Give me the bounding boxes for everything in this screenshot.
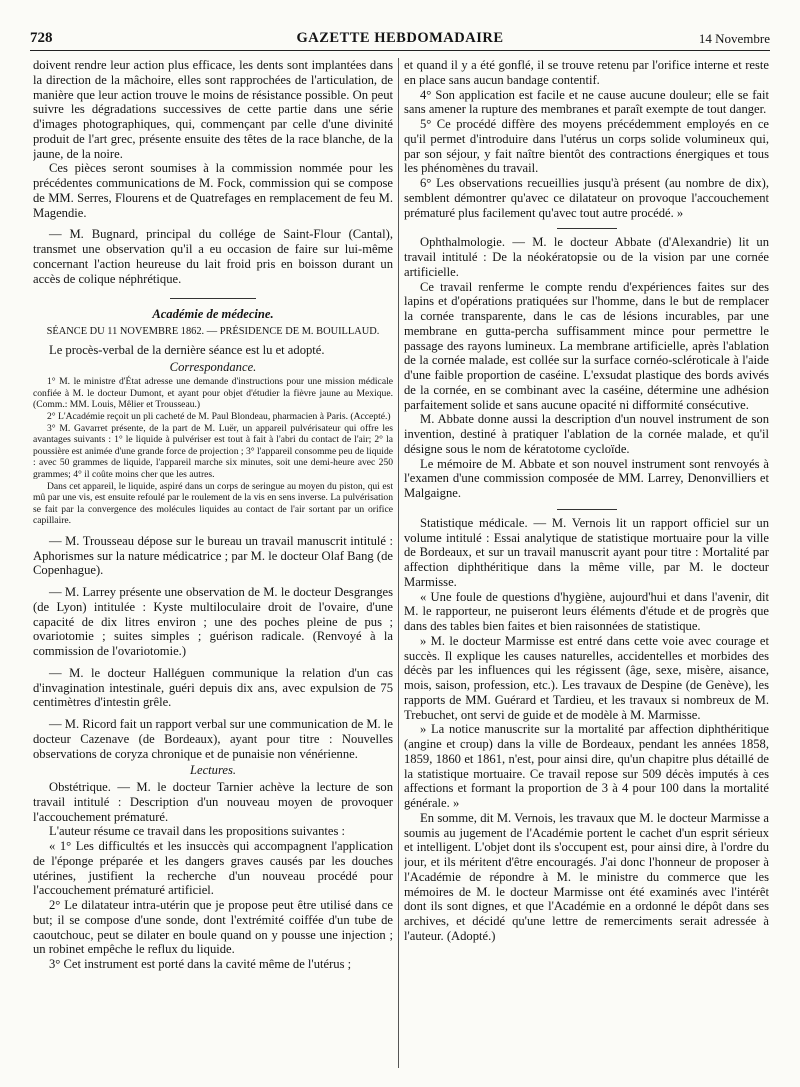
paragraph: — M. Bugnard, principal du collége de Saint-Flour (Cantal), transmet une observation qu'il a eu occasion de faire sur lui-même concernant l'action heureuse du lait froid pris en boisson durant un accès de colique néphrétique. [33, 227, 393, 286]
page-number: 728 [30, 30, 53, 46]
paragraph: 3° Cet instrument est porté dans la cavité même de l'utérus ; [49, 957, 352, 972]
subsection-title: Correspondance. [169, 359, 257, 374]
paragraph: L'auteur résume ce travail dans les propositions suivantes : [49, 824, 346, 839]
paragraph: et quand il y a été gonflé, il se trouve retenu par l'orifice interne et reste en place sans aucun bandage contentif. [404, 58, 769, 87]
paragraph: Le procès-verbal de la dernière séance est lu et adopté. [49, 342, 325, 357]
paragraph: Ce travail renferme le compte rendu d'expériences faites sur des lapins et d'opérations pratiquées sur l'homme, dans le but de remplacer la cornée transparente, dans le cas de lésions incurables, par une membrane en gutta-percha suffisamment mince pour permettre le passage des rayons lumineux. La membrane artificielle, après l'ablation de la cornée malade, est collée sur la surface cornéo-scléroticale à l'aide d'une faible proportion de caséine. L'exsudat plastique des bords avivés de la cornée, en se combinant avec la caséine, détermine une adhésion parfaitement solide et sans aucune opacité ni difformité consécutive. [404, 279, 769, 412]
paragraph: 4° Son application est facile et ne cause aucune douleur; elle se fait sans amener la rupture des membranes et paraît exempte de tout danger. [404, 87, 769, 117]
section-separator [170, 298, 256, 299]
session-line: SÉANCE DU 11 NOVEMBRE 1862. — PRÉSIDENCE DE M. BOUILLAUD. [46, 326, 380, 337]
paragraph: Ces pièces seront soumises à la commission nommée pour les précédentes communications de M. Fock, commission qui se compose de MM. Serres, Flourens et de Quatrefages en remplacement de feu M. Magendie. [33, 161, 393, 220]
left-column [33, 58, 393, 1073]
column-divider [398, 58, 399, 1068]
paragraph: — M. Trousseau dépose sur le bureau un travail manuscrit intitulé : Aphorismes sur la nature médicatrice ; par M. le docteur Olaf Bang (de Copenhague). [33, 533, 393, 578]
section-title: Académie de médecine. [152, 307, 274, 322]
paragraph: Le mémoire de M. Abbate et son nouvel instrument sont renvoyés à l'examen d'une commission composée de MM. Larrey, Denonvilliers et Malgaigne. [404, 456, 769, 500]
paragraph: — M. Larrey présente une observation de M. le docteur Desgranges (de Lyon) intitulée : Kyste multiloculaire droit de l'ovaire, d'une capacité de dix litres environ ; une des poches pleine de pus ; ovariotomie ; suites simples ; guérison radicale. (Renvoyé à la commission de l'ovariotomie.) [33, 585, 393, 659]
paragraph: doivent rendre leur action plus efficace, les dents sont implantées dans la direction de la mâchoire, elles sont rapprochées de l'articulation, de manière que leur action trouve le moins de résistance possible. On peut suivre les dégradations successives de cette partie dans une série d'images photographiques, qui, commençant par celle d'une divinité produit de l'art grec, présente ensuite des têtes de la race blanche, de la jaune, de la noire. [33, 58, 393, 161]
section-separator [557, 228, 617, 229]
paragraph: « 1° Les difficultés et les insuccès qui accompagnent l'application de l'éponge préparée et les dangers graves causés par les douches utérines, justifient la recherche d'un nouveau procédé pour l'accouchement prématuré artificiel. [33, 839, 393, 898]
right-column [404, 58, 769, 1073]
correspondence-item: 3° M. Gavarret présente, de la part de M. Luër, un appareil pulvérisateur qui offre les avantages suivants : 1° le liquide à pulvériser est tout à fait à l'abri du contact de l'air; 2° la poussière est animée d'une grande force de projection ; 3° l'appareil consomme peu de liquide : avec 50 grammes de liquide, l'appareil marche six minutes, soit une demi-heure avec 250 grammes; 4° il coûte moins cher que les autres. [33, 422, 393, 480]
paragraph: — M. Ricord fait un rapport verbal sur une communication de M. le docteur Cazenave (de Bordeaux), ayant pour titre : Nouvelles observations de coryza chronique et de punaisie non vénérienne. [33, 717, 393, 761]
journal-title: GAZETTE HEBDOMADAIRE [296, 30, 504, 46]
paragraph: En somme, dit M. Vernois, les travaux que M. le docteur Marmisse a soumis au jugement de l'Académie portent le cachet d'un esprit sérieux et intelligent. L'objet dont ils s'occupent est, pour ainsi dire, à l'ordre du jour, et ils méritent d'être encouragés. J'ai donc l'honneur de proposer à l'Académie de répondre à M. le ministre du commerce que les mémoires de M. le docteur Marmisse ont été examinés avec l'intérêt dont ils sont dignes, et que l'Académie en a ordonné le dépôt dans ses archives, et décidé qu'une lettre de remerciments serait adressée à l'auteur. (Adopté.) [404, 810, 769, 943]
section-separator [557, 509, 617, 510]
running-head [30, 28, 770, 51]
issue-date: 14 Novembre [698, 31, 770, 46]
paragraph: 6° Les observations recueillies jusqu'à présent (au nombre de dix), semblent démontrer qu'avec ce dilatateur on provoque l'accouchement prématuré plus facilement qu'avec tout autre procédé. » [404, 176, 769, 220]
paragraph: « Une foule de questions d'hygiène, aujourd'hui et dans l'avenir, dit M. le rapporteur, ne puiseront leurs éléments d'étude et de progrès que dans des tables bien faites et bien raisonnées de statistique. [404, 589, 769, 633]
subsection-title: Lectures. [189, 763, 237, 778]
correspondence-block [33, 376, 393, 527]
paragraph: 5° Ce procédé diffère des moyens précédemment employés en ce qu'il permet d'introduire dans l'utérus un corps solide volumineux qui, par son séjour, y fait naître bientôt des contractions énergiques et tous les phénomènes du travail. [404, 117, 769, 176]
correspondence-item: Dans cet appareil, le liquide, aspiré dans un corps de seringue au moyen du piston, qui est mû par une vis, est ensuite refoulé par le roulement de la vis en sens inverse. La pulvérisation se fait par la convergence des molécules liquides au contact de l'air sortant par un orifice capillaire. [33, 480, 393, 527]
correspondence-item: 2° L'Académie reçoit un pli cacheté de M. Paul Blondeau, pharmacien à Paris. (Accepté.) [47, 411, 391, 423]
paragraph: » La notice manuscrite sur la mortalité par affection diphthéritique (angine et croup) dans la ville de Bordeaux, pendant les années 1858, 1859, 1860 et 1861, n'est, pour ainsi dire, qu'un chapitre plus détaillé de la statistique mortuaire. Ce travail repose sur 509 décès imputés à ces affections et formant la proportion de 3 à 4 pour 100 dans la mortalité générale. » [404, 722, 769, 810]
paragraph: Statistique médicale. — M. Vernois lit un rapport officiel sur un volume intitulé : Essai analytique de statistique mortuaire pour la ville de Bordeaux, et sur un travail manuscrit ayant pour titre : Mortalité par affection diphthéritique dans la même ville, par M. le docteur Marmisse. [404, 515, 769, 589]
paragraph: M. Abbate donne aussi la description d'un nouvel instrument de son invention, destiné à pratiquer l'ablation de la cornée malade, et qu'il désigne sous le nom de kératotome cycloïde. [404, 412, 769, 456]
paragraph: Ophthalmologie. — M. le docteur Abbate (d'Alexandrie) lit un travail intitulé : De la néokératopsie ou de la vision par une cornée artificielle. [404, 235, 769, 279]
paragraph: Obstétrique. — M. le docteur Tarnier achève la lecture de son travail intitulé : Description d'un nouveau moyen de provoquer l'accouchement prématuré. [33, 780, 393, 824]
paragraph: » M. le docteur Marmisse est entré dans cette voie avec courage et succès. Il explique les causes naturelles, accidentelles et morbides des décès par les influences qui les régissent (âge, sexe, misère, aisance, mois, saison, profession, etc.). Les travaux de Despine (de Genève), les rapports de MM. Guérard et Tardieu, et les travaux si nombreux de M. Trebuchet, ont servi de guide et de modèle à M. Marmisse. [404, 633, 769, 722]
paragraph: 2° Le dilatateur intra-utérin que je propose peut être utilisé dans ce but; il se compose d'une sonde, dont l'extrémité coiffée d'un tube de caoutchouc, peut se dilater en boule quand on y pousse une injection ; un robinet empêche le reflux du liquide. [33, 898, 393, 957]
paragraph: — M. le docteur Halléguen communique la relation d'un cas d'invagination intestinale, guéri depuis dix ans, avec expulsion de 75 centimètres d'intestin grêle. [33, 665, 393, 710]
correspondence-item: 1° M. le ministre d'État adresse une demande d'instructions pour une mission médicale confiée à M. le docteur Dumont, et ayant pour objet d'étudier la fièvre jaune au Mexique. (Comm.: MM. Louis, Mêlier et Trousseau.) [33, 376, 393, 411]
